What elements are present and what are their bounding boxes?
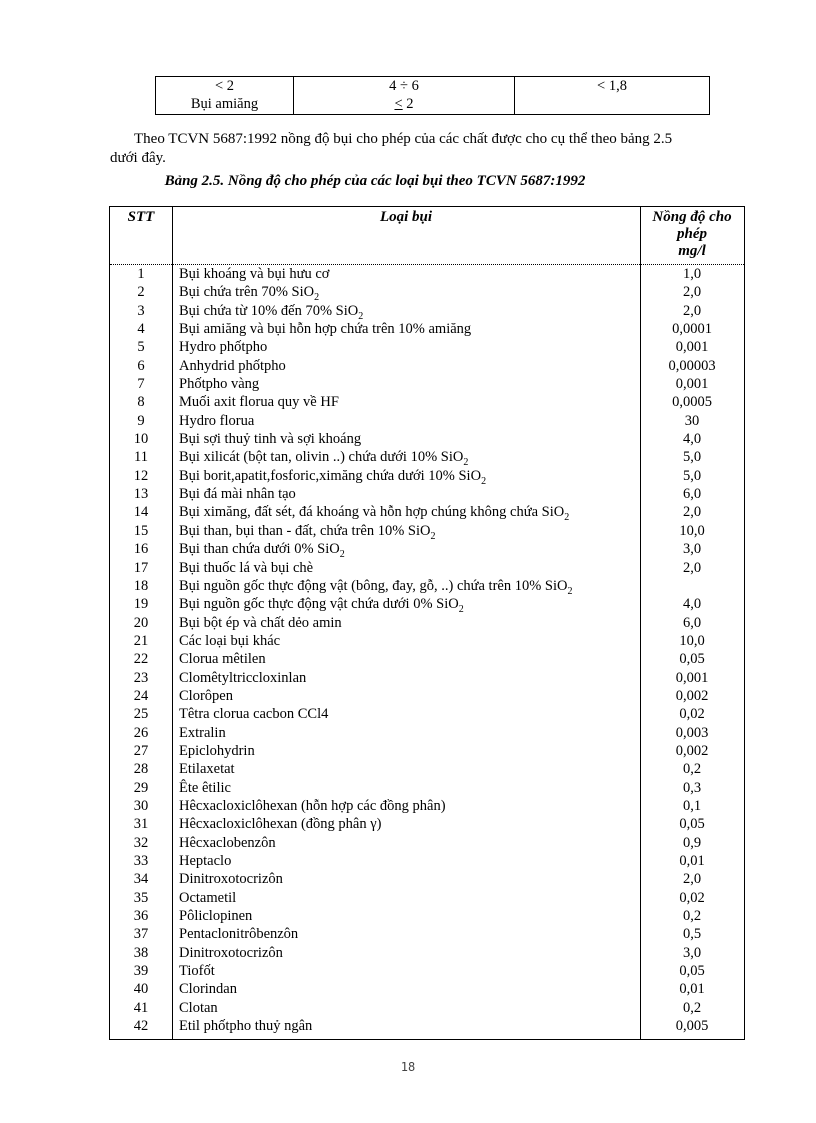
table-row <box>110 632 744 650</box>
row-dust-subscript: 2 <box>358 310 364 321</box>
row-dust-name: Bụi bột ép và chất dẻo amin <box>179 614 342 631</box>
row-dust-subscript: 2 <box>314 292 320 302</box>
row-stt: 2 <box>137 284 145 301</box>
table-row <box>110 907 744 925</box>
top-cell-1 <box>156 77 294 115</box>
table-row <box>110 962 744 980</box>
row-concentration: 0,02 <box>679 889 705 906</box>
row-stt: 21 <box>133 632 149 649</box>
table-row <box>110 944 744 962</box>
row-dust-name: Pôliclopinen <box>179 908 253 925</box>
row-stt: 30 <box>133 797 149 814</box>
row-dust-name: Bụi than chứa dưới 0% SiO <box>179 541 340 558</box>
row-stt: 4 <box>137 321 145 338</box>
top-cell-2 <box>294 77 515 115</box>
table-row <box>110 852 744 870</box>
row-concentration: 10,0 <box>679 632 705 649</box>
row-concentration: 0,2 <box>682 908 702 925</box>
row-concentration: 3,0 <box>682 944 702 961</box>
row-dust-type <box>179 302 637 320</box>
table-row <box>110 357 744 375</box>
table-row <box>110 485 744 503</box>
row-concentration: 0,02 <box>679 706 705 723</box>
row-dust-type <box>179 448 637 466</box>
header-concentration <box>640 209 744 260</box>
row-dust-subscript: 2 <box>567 585 573 596</box>
table-row <box>110 540 744 558</box>
table-row <box>110 742 744 760</box>
row-dust-type <box>179 962 637 980</box>
table-row <box>110 650 744 668</box>
row-dust-name: Dinitroxotocrizôn <box>179 871 283 888</box>
row-concentration: 0,002 <box>675 687 709 704</box>
row-concentration: 0,005 <box>675 1018 709 1035</box>
row-dust-name: Bụi borit,apatit,fosforic,ximăng chứa dưới 10% SiO <box>179 467 482 484</box>
row-dust-name: Bụi than, bụi than - đất, chứa trên 10% SiO <box>179 522 431 539</box>
row-concentration: 0,0001 <box>672 321 712 338</box>
table-row <box>110 724 744 742</box>
table-row <box>110 797 744 815</box>
row-dust-type <box>179 705 637 723</box>
row-dust-type <box>179 412 637 430</box>
header-stt: STT <box>127 209 155 225</box>
row-stt: 36 <box>133 908 149 925</box>
row-dust-type <box>179 338 637 356</box>
intro-paragraph <box>110 130 760 168</box>
row-concentration: 0,05 <box>679 816 705 833</box>
row-concentration: 5,0 <box>682 467 702 484</box>
row-dust-subscript: 2 <box>430 530 436 541</box>
row-dust-type <box>179 595 637 613</box>
row-stt: 41 <box>133 999 149 1016</box>
row-dust-name: Bụi sợi thuỷ tinh và sợi khoáng <box>179 431 362 448</box>
row-dust-name: Phốtpho vàng <box>179 376 260 393</box>
table-row <box>110 338 744 356</box>
table-row <box>110 595 744 613</box>
top-cell-2-line1: 4 ÷ 6 <box>389 78 419 94</box>
row-dust-name: Dinitroxotocrizôn <box>179 944 283 961</box>
table-row <box>110 467 744 485</box>
row-stt: 37 <box>133 926 149 943</box>
row-concentration: 0,05 <box>679 963 705 980</box>
row-concentration: 3,0 <box>682 541 702 558</box>
row-dust-name: Tiofốt <box>179 963 215 980</box>
row-dust-name: Pentaclonitrôbenzôn <box>179 926 299 943</box>
row-stt: 20 <box>133 614 149 631</box>
row-dust-name: Bụi chứa trên 70% SiO <box>179 284 315 301</box>
table-row <box>110 779 744 797</box>
row-dust-subscript: 2 <box>458 604 464 614</box>
table-row <box>110 522 744 540</box>
row-dust-type <box>179 797 637 815</box>
row-dust-type <box>179 870 637 888</box>
row-dust-subscript: 2 <box>564 512 570 522</box>
table-row <box>110 705 744 723</box>
row-dust-type <box>179 540 637 558</box>
row-dust-type <box>179 485 637 503</box>
row-stt: 14 <box>133 504 149 521</box>
row-concentration: 30 <box>684 412 700 429</box>
row-stt: 5 <box>137 339 145 356</box>
row-dust-type <box>179 980 637 998</box>
row-stt: 12 <box>133 467 149 484</box>
table-row <box>110 760 744 778</box>
row-stt: 39 <box>133 963 149 980</box>
row-concentration: 0,002 <box>675 742 709 759</box>
row-dust-type <box>179 430 637 448</box>
row-stt: 33 <box>133 853 149 869</box>
row-dust-name: Hêcxaclobenzôn <box>179 834 276 851</box>
row-stt: 40 <box>133 981 149 998</box>
page-number: 18 <box>400 1060 416 1074</box>
row-dust-type <box>179 632 637 650</box>
row-concentration: 5,0 <box>682 449 702 466</box>
row-dust-name: Anhydrid phốtpho <box>179 357 286 374</box>
table-row <box>110 412 744 430</box>
row-stt: 24 <box>133 687 149 704</box>
row-dust-type <box>179 577 637 595</box>
row-dust-type <box>179 522 637 540</box>
row-dust-subscript: 2 <box>463 457 469 467</box>
row-stt: 22 <box>133 651 149 668</box>
row-dust-name: Bụi xilicát (bột tan, olivin ..) chứa dưới 10% SiO <box>179 449 464 466</box>
row-stt: 31 <box>133 816 149 833</box>
row-dust-name: Octametil <box>179 889 237 906</box>
row-dust-name: Bụi nguồn gốc thực động vật chứa dưới 0% SiO <box>179 596 459 613</box>
row-concentration: 1,0 <box>682 266 702 282</box>
row-dust-name: Clorua mêtilen <box>179 651 266 668</box>
table-row <box>110 669 744 687</box>
table-row <box>110 320 744 338</box>
row-stt: 17 <box>133 559 149 576</box>
row-dust-name: Clorôpen <box>179 687 233 704</box>
table-row <box>110 559 744 577</box>
row-stt: 13 <box>133 486 149 503</box>
row-concentration: 0,003 <box>675 724 709 741</box>
table-row <box>110 925 744 943</box>
le-value: 2 <box>402 96 414 112</box>
row-dust-name: Bụi ximăng, đất sét, đá khoáng và hỗn hợp chúng không chứa SiO <box>179 504 565 521</box>
row-concentration: 0,01 <box>679 853 705 869</box>
row-dust-type <box>179 375 637 393</box>
row-stt: 28 <box>133 761 149 778</box>
row-dust-type <box>179 999 637 1017</box>
row-stt: 19 <box>133 596 149 613</box>
row-dust-type <box>179 393 637 411</box>
header-concentration-line2: phép <box>677 226 707 242</box>
row-concentration: 0,001 <box>675 339 709 356</box>
row-concentration: 0,0005 <box>672 394 712 411</box>
table-row <box>110 283 744 301</box>
row-stt: 32 <box>133 834 149 851</box>
row-concentration: 0,2 <box>682 999 702 1016</box>
table-row <box>110 870 744 888</box>
row-dust-type <box>179 503 637 521</box>
row-dust-type <box>179 467 637 485</box>
row-dust-type <box>179 724 637 742</box>
row-stt: 42 <box>133 1018 149 1035</box>
table-row <box>110 375 744 393</box>
row-concentration: 4,0 <box>682 431 702 448</box>
row-stt: 15 <box>133 522 149 539</box>
row-dust-name: Bụi đá mài nhân tạo <box>179 486 296 503</box>
row-dust-type <box>179 852 637 870</box>
header-concentration-line1: Nồng độ cho <box>652 209 732 225</box>
table-row <box>110 999 744 1017</box>
header-dust-type: Loại bụi <box>379 209 433 225</box>
table-row <box>110 448 744 466</box>
row-dust-name: Bụi chứa từ 10% đến 70% SiO <box>179 302 359 319</box>
row-concentration: 2,0 <box>682 871 702 888</box>
top-cell-1-line2: Bụi amiăng <box>190 96 259 112</box>
row-stt: 34 <box>133 871 149 888</box>
row-dust-type <box>179 357 637 375</box>
row-concentration: 2,0 <box>682 504 702 521</box>
row-stt: 23 <box>133 669 149 686</box>
row-stt: 7 <box>137 376 145 393</box>
continuation-table <box>155 76 710 115</box>
dust-limit-table <box>109 206 745 1040</box>
row-dust-type <box>179 815 637 833</box>
row-dust-name: Bụi thuốc lá và bụi chè <box>179 559 314 576</box>
paragraph-line-1: Theo TCVN 5687:1992 nồng độ bụi cho phép của các chất được cho cụ thể theo bảng 2.5 <box>134 131 673 147</box>
row-dust-name: Hêcxacloxiclôhexan (hỗn hợp các đồng phân) <box>179 797 446 814</box>
row-dust-type <box>179 742 637 760</box>
row-concentration: 0,001 <box>675 669 709 686</box>
top-cell-3: < 1,8 <box>515 77 710 115</box>
row-dust-name: Hydro florua <box>179 412 255 429</box>
table-row <box>110 430 744 448</box>
row-concentration: 0,3 <box>682 779 702 796</box>
row-stt: 16 <box>133 541 149 558</box>
row-stt: 27 <box>133 742 149 759</box>
row-dust-name: Muối axit florua quy về HF <box>179 394 339 411</box>
row-dust-type <box>179 834 637 852</box>
table-row <box>110 815 744 833</box>
row-concentration: 0,2 <box>682 761 702 778</box>
table-body <box>110 265 744 1035</box>
row-dust-type <box>179 320 637 338</box>
row-dust-name: Hydro phốtpho <box>179 339 268 356</box>
row-stt: 3 <box>137 302 145 319</box>
row-concentration: 0,001 <box>675 376 709 393</box>
row-dust-name: Hêcxacloxiclôhexan (đồng phân γ) <box>179 816 382 833</box>
row-dust-name: Extralin <box>179 724 226 741</box>
row-stt: 29 <box>133 779 149 796</box>
row-stt: 25 <box>133 706 149 723</box>
row-concentration: 0,05 <box>679 651 705 668</box>
row-dust-subscript: 2 <box>339 549 345 559</box>
row-dust-type <box>179 669 637 687</box>
row-dust-type <box>179 265 637 283</box>
row-dust-name: Clomêtyltriccloxinlan <box>179 669 307 686</box>
top-cell-2-line2 <box>294 95 514 113</box>
row-stt: 18 <box>133 577 149 594</box>
row-dust-name: Ête êtilic <box>179 779 231 796</box>
table-row <box>110 393 744 411</box>
table-row <box>110 614 744 632</box>
row-dust-name: Bụi nguồn gốc thực động vật (bông, đay, gỗ, ..) chứa trên 10% SiO <box>179 577 568 594</box>
row-dust-name: Clorindan <box>179 981 237 998</box>
row-dust-type <box>179 650 637 668</box>
row-concentration: 2,0 <box>682 302 702 319</box>
row-stt: 38 <box>133 944 149 961</box>
row-dust-type <box>179 614 637 632</box>
le-symbol: < <box>394 96 403 112</box>
row-concentration: 10,0 <box>679 522 705 539</box>
table-row <box>110 577 744 595</box>
row-concentration: 0,9 <box>682 834 702 851</box>
row-concentration: 0,1 <box>682 797 702 814</box>
row-dust-subscript: 2 <box>481 475 487 486</box>
row-concentration: 6,0 <box>682 486 702 503</box>
row-dust-type <box>179 944 637 962</box>
row-stt: 10 <box>133 431 149 448</box>
row-stt: 26 <box>133 724 149 741</box>
row-dust-type <box>179 889 637 907</box>
row-dust-type <box>179 687 637 705</box>
header-concentration-line3: mg/l <box>678 243 706 259</box>
row-dust-name: Etil phốtpho thuỷ ngân <box>179 1018 313 1035</box>
row-stt: 1 <box>137 266 145 282</box>
row-dust-name: Epiclohydrin <box>179 742 255 759</box>
row-stt: 11 <box>134 449 148 466</box>
row-dust-type <box>179 1017 637 1035</box>
row-concentration: 0,01 <box>679 981 705 998</box>
row-dust-name: Etilaxetat <box>179 761 235 778</box>
table-row <box>110 980 744 998</box>
row-dust-name: Các loại bụi khác <box>179 632 281 649</box>
row-stt: 6 <box>137 357 145 374</box>
row-dust-type <box>179 760 637 778</box>
row-concentration: 2,0 <box>682 559 702 576</box>
row-dust-name: Bụi amiăng và bụi hỗn hợp chứa trên 10% amiăng <box>179 321 472 338</box>
row-concentration: 2,0 <box>682 284 702 301</box>
top-cell-1-line1: < 2 <box>214 78 235 94</box>
table-row <box>110 889 744 907</box>
row-concentration: 0,5 <box>682 926 702 943</box>
table-row <box>110 687 744 705</box>
row-dust-type <box>179 779 637 797</box>
row-dust-type <box>179 907 637 925</box>
table-row <box>110 1017 744 1035</box>
table-caption: Bảng 2.5. Nồng độ cho phép của các loại bụi theo TCVN 5687:1992 <box>164 173 586 189</box>
row-dust-type <box>179 283 637 301</box>
row-dust-name: Têtra clorua cacbon CCl4 <box>179 706 329 723</box>
table-row <box>110 265 744 283</box>
paragraph-line-2: dưới đây. <box>110 150 166 166</box>
row-dust-name: Bụi khoáng và bụi hưu cơ <box>179 266 330 282</box>
row-concentration: 4,0 <box>682 596 702 613</box>
row-dust-name: Clotan <box>179 999 218 1016</box>
table-row <box>110 503 744 521</box>
row-dust-type <box>179 925 637 943</box>
row-stt: 9 <box>137 412 145 429</box>
row-concentration: 0,00003 <box>668 357 716 374</box>
row-dust-name: Heptaclo <box>179 853 232 869</box>
row-dust-type <box>179 559 637 577</box>
table-row <box>156 77 710 115</box>
table-row <box>110 302 744 320</box>
row-concentration: 6,0 <box>682 614 702 631</box>
table-row <box>110 834 744 852</box>
row-stt: 8 <box>137 394 145 411</box>
row-stt: 35 <box>133 889 149 906</box>
